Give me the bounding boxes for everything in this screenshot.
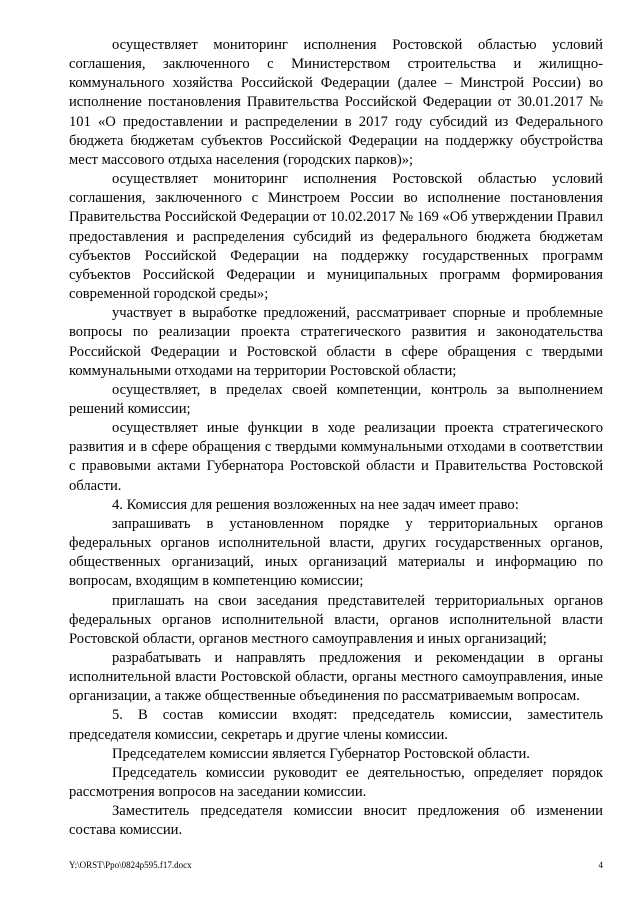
page-footer — [69, 858, 603, 872]
paragraph-deputy-chairman: Заместитель председателя комиссии вносит предложения об изменении состава комиссии. — [69, 803, 603, 839]
paragraph-control-decisions: осуществляет, в пределах своей компетенции, контроль за выполнением решений комиссии; — [69, 381, 603, 417]
document-body — [69, 36, 603, 841]
paragraph-section-4-rights: 4. Комиссия для решения возложенных на нее задач имеет право: — [112, 496, 519, 513]
paragraph-participates-proposals: участвует в выработке предложений, рассматривает спорные и проблемные вопросы по реализации проекта стратегического развития и законодательства Российской Федерации и Ростовской области в сфере обращения с твердыми коммунальными отходами на территории Ростовской области; — [69, 305, 603, 379]
paragraph-invite-representatives: приглашать на свои заседания представителей территориальных органов федеральных органов исполнительной власти, органов исполнительной власти Ростовской области, органов местного самоуправления и иных организаций; — [69, 592, 603, 647]
paragraph-monitoring-urban-environment: осуществляет мониторинг исполнения Ростовской областью условий соглашения, заключенного с Минстроем России во исполнение постановления Правительства Российской Федерации от 10.02.2017 № 169 «Об утверждении Правил предоставления и распределения субсидий из федерального бюджета бюджетам субъектов Российской Федерации на поддержку государственных программ субъектов Российской Федерации и муниципальных программ формирования современной городской среды»; — [69, 171, 603, 303]
paragraph-request-materials: запрашивать в установленном порядке у территориальных органов федеральных органов исполнительной власти, других государственных органов, общественных организаций, иных организаций материалы и информацию по вопросам, входящим в компетенцию комиссии; — [69, 515, 603, 590]
paragraph-section-5-composition: 5. В состав комиссии входят: председатель комиссии, заместитель председателя комиссии, секретарь и другие члены комиссии. — [69, 707, 603, 743]
paragraph-other-functions: осуществляет иные функции в ходе реализации проекта стратегического развития и в сфере обращения с твердыми коммунальными отходами в соответствии с правовыми актами Губернатора Ростовской области и Правительства Ростовской области. — [69, 420, 603, 494]
paragraph-develop-proposals: разрабатывать и направлять предложения и рекомендации в органы исполнительной власти Ростовской области, органы местного самоуправления, иные организации, а также общественные объединения по рассматриваемым вопросам. — [69, 650, 603, 705]
paragraph-monitoring-parks: осуществляет мониторинг исполнения Ростовской областью условий соглашения, заключенного с Министерством строительства и жилищно-коммунального хозяйства Российской Федерации (далее – Минстрой России) во исполнение постановления Правительства Российской Федерации от 30.01.2017 № 101 «О предоставлении и распределении в 2017 году субсидий из Федерального бюджета бюджетам субъектов Российской Федерации на поддержку обустройства мест массового отдыха населения (городских парков)»; — [69, 37, 603, 168]
footer-page-number: 4 — [598, 860, 603, 870]
paragraph-chairman: Председателем комиссии является Губернатор Ростовской области. — [112, 745, 530, 762]
paragraph-chairman-duties: Председатель комиссии руководит ее деятельностью, определяет порядок рассмотрения вопросов на заседании комиссии. — [69, 764, 603, 801]
footer-file-path: Y:\ORST\Ppo\0824p595.f17.docx — [69, 860, 192, 870]
